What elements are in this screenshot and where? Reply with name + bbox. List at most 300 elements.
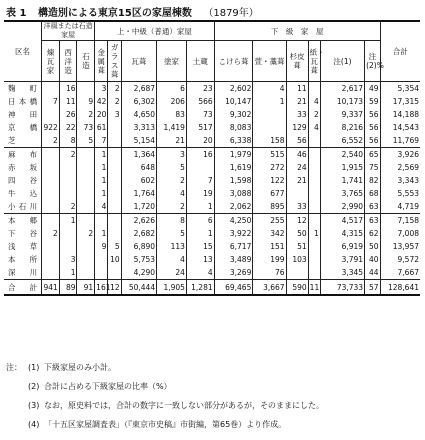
total-cell: 3,667 <box>253 280 286 296</box>
total-cell: 1,281 <box>186 280 214 296</box>
cell <box>42 187 60 200</box>
cell: 4,719 <box>380 200 420 214</box>
table-row <box>4 95 420 108</box>
cell <box>95 253 108 266</box>
cell: 2,682 <box>121 227 156 240</box>
note-text: 下級家屋のみ小計。 <box>44 363 116 372</box>
header-col-13: 注(2)% <box>365 41 380 82</box>
note-line <box>6 415 324 434</box>
note-line <box>6 396 324 415</box>
table-row <box>4 214 420 228</box>
header-col-10: 杉皮葺 <box>286 41 308 82</box>
table-row <box>4 82 420 96</box>
cell: 3 <box>59 253 77 266</box>
housing-table <box>4 20 420 296</box>
cell: 1 <box>186 227 214 240</box>
cell <box>253 108 286 121</box>
header-col-5: 瓦葺 <box>121 41 156 82</box>
cell: 3,791 <box>320 253 364 266</box>
cell: 3,765 <box>320 187 364 200</box>
ward-name: 日本橋 <box>8 97 38 106</box>
cell: 11,769 <box>380 134 420 148</box>
cell <box>95 214 108 228</box>
cell: 2 <box>108 82 121 96</box>
notes <box>6 358 324 434</box>
cell: 1,419 <box>157 121 187 134</box>
cell: 76 <box>253 266 286 280</box>
cell <box>59 227 77 240</box>
cell: 895 <box>253 200 286 214</box>
cell: 4 <box>157 187 187 200</box>
cell: 2 <box>42 227 60 240</box>
cell: 6,338 <box>214 134 253 148</box>
table-row <box>4 134 420 148</box>
cell: 4,650 <box>121 108 156 121</box>
total-cell: 161 <box>95 280 108 296</box>
ward-name: 麴町 <box>8 84 38 93</box>
cell <box>308 174 320 187</box>
cell <box>108 187 121 200</box>
cell: 8,083 <box>214 121 253 134</box>
cell <box>42 108 60 121</box>
cell: 13,957 <box>380 240 420 253</box>
table-row <box>4 148 420 162</box>
cell: 1,619 <box>214 161 253 174</box>
cell: 2 <box>59 148 77 162</box>
header-col-0: 煉瓦家 <box>42 41 60 82</box>
note-label: 注： <box>6 363 22 372</box>
cell <box>77 187 95 200</box>
total-cell: 50,444 <box>121 280 156 296</box>
cell: 6,919 <box>320 240 364 253</box>
header-col-9: 萱・藁葺 <box>253 41 286 82</box>
cell: 272 <box>253 161 286 174</box>
cell: 158 <box>253 134 286 148</box>
header-col-11: 紙・瓦葺 <box>308 41 320 82</box>
cell <box>308 200 320 214</box>
cell: 3,345 <box>320 266 364 280</box>
cell <box>77 240 95 253</box>
cell: 21 <box>157 134 187 148</box>
note-text: 合計に占める下級家屋の比率（%） <box>44 382 172 391</box>
header-col-12: 注(1) <box>320 41 364 82</box>
cell <box>59 240 77 253</box>
cell: 3,313 <box>121 121 156 134</box>
table-title <box>6 4 267 19</box>
ward-name: 芝 <box>4 134 42 148</box>
cell: 7,158 <box>380 214 420 228</box>
cell: 3 <box>95 82 108 96</box>
cell: 56 <box>365 108 380 121</box>
table-row <box>4 227 420 240</box>
total-cell: 941 <box>42 280 60 296</box>
table-row <box>4 253 420 266</box>
cell <box>286 187 308 200</box>
cell: 8 <box>59 134 77 148</box>
cell: 2 <box>108 95 121 108</box>
total-label: 合計 <box>4 280 42 296</box>
cell: 59 <box>365 95 380 108</box>
cell <box>59 187 77 200</box>
table-row <box>4 174 420 187</box>
cell: 16 <box>59 82 77 96</box>
cell: 9 <box>77 95 95 108</box>
cell: 20 <box>95 108 108 121</box>
cell: 42 <box>95 95 108 108</box>
note-number: (2) <box>28 382 40 391</box>
table-row <box>4 121 420 134</box>
header-upper-group: 上・中級（普通）家屋 <box>95 21 214 41</box>
header-col-2: 石造 <box>77 41 95 82</box>
cell: 56 <box>365 121 380 134</box>
cell: 7,008 <box>380 227 420 240</box>
total-cell: 1,905 <box>157 280 187 296</box>
cell: 49 <box>365 82 380 96</box>
header-col-7: 土蔵 <box>186 41 214 82</box>
cell: 56 <box>286 134 308 148</box>
cell: 2 <box>157 174 187 187</box>
cell: 113 <box>157 240 187 253</box>
cell: 2 <box>42 134 60 148</box>
cell: 23 <box>186 82 214 96</box>
cell <box>108 148 121 162</box>
cell: 103 <box>286 253 308 266</box>
cell: 83 <box>157 108 187 121</box>
cell: 3,489 <box>214 253 253 266</box>
cell: 5 <box>77 134 95 148</box>
total-cell: 57 <box>365 280 380 296</box>
cell: 2 <box>77 227 95 240</box>
cell: 3,926 <box>380 148 420 162</box>
cell: 2 <box>308 108 320 121</box>
cell <box>108 227 121 240</box>
note-text: 「十五区家屋調査表」（『東京市史稿』市街編，第65巻）より作成。 <box>44 420 287 429</box>
total-row <box>4 280 420 296</box>
total-cell: 73,733 <box>320 280 364 296</box>
cell: 1,979 <box>214 148 253 162</box>
ward-name: 本所 <box>8 255 38 264</box>
cell: 4,315 <box>320 227 364 240</box>
cell: 199 <box>253 253 286 266</box>
cell: 21 <box>286 95 308 108</box>
cell <box>308 214 320 228</box>
cell <box>77 266 95 280</box>
cell: 62 <box>365 227 380 240</box>
cell: 2,569 <box>380 161 420 174</box>
cell: 2 <box>77 108 95 121</box>
cell: 129 <box>286 121 308 134</box>
cell: 4 <box>253 82 286 96</box>
cell: 1,741 <box>320 174 364 187</box>
cell <box>77 161 95 174</box>
cell <box>42 82 60 96</box>
cell: 6,890 <box>121 240 156 253</box>
cell: 5,753 <box>121 253 156 266</box>
ward-name: 深川 <box>4 266 42 280</box>
cell: 75 <box>365 161 380 174</box>
cell: 14,188 <box>380 108 420 121</box>
header-western-group: 洋風または石造家屋 <box>42 21 95 41</box>
cell <box>59 161 77 174</box>
cell <box>108 174 121 187</box>
cell: 1 <box>186 200 214 214</box>
cell: 4 <box>95 200 108 214</box>
cell: 151 <box>253 240 286 253</box>
table-caption: 構造別による東京15区の家屋棟数 <box>37 8 192 19</box>
total-cell: 12 <box>108 280 121 296</box>
cell <box>108 121 121 134</box>
cell <box>108 200 121 214</box>
cell: 12 <box>286 214 308 228</box>
cell: 6,717 <box>214 240 253 253</box>
cell <box>42 161 60 174</box>
cell: 68 <box>365 187 380 200</box>
cell: 1 <box>95 161 108 174</box>
cell: 6 <box>157 82 187 96</box>
cell: 7,667 <box>380 266 420 280</box>
cell: 1,720 <box>121 200 156 214</box>
cell: 24 <box>286 161 308 174</box>
cell: 7 <box>42 95 60 108</box>
cell <box>108 161 121 174</box>
cell <box>308 134 320 148</box>
table-row <box>4 240 420 253</box>
cell: 922 <box>43 123 58 132</box>
cell <box>42 148 60 162</box>
table-number: 表 1 <box>6 8 27 19</box>
ward-name: 小石川 <box>4 200 42 214</box>
cell <box>42 214 60 228</box>
cell: 1 <box>95 174 108 187</box>
header-total: 合計 <box>380 21 420 82</box>
cell: 10 <box>108 253 121 266</box>
cell <box>286 266 308 280</box>
header-col-3: 金属葺 <box>95 41 108 82</box>
cell: 6 <box>186 214 214 228</box>
cell: 566 <box>186 95 214 108</box>
cell <box>42 266 60 280</box>
cell: 10,173 <box>320 95 364 108</box>
total-cell: 590 <box>286 280 308 296</box>
cell: 4 <box>186 266 214 280</box>
cell: 20 <box>186 134 214 148</box>
cell: 3,088 <box>214 187 253 200</box>
table-year: （1879年） <box>203 8 259 19</box>
ward-name: 京橋 <box>8 123 38 132</box>
cell <box>59 174 77 187</box>
cell: 3,269 <box>214 266 253 280</box>
cell: 2,626 <box>121 214 156 228</box>
header-lower-group: 下 級 家 屋 <box>214 21 380 41</box>
cell: 1,764 <box>121 187 156 200</box>
ward-name: 牛込 <box>8 189 38 198</box>
total-cell: 89 <box>59 280 77 296</box>
ward-name: 麻布 <box>8 150 38 159</box>
cell: 122 <box>253 174 286 187</box>
note-number: (4) <box>28 420 40 429</box>
cell <box>308 253 320 266</box>
cell <box>108 266 121 280</box>
header-ward: 区名 <box>4 21 42 82</box>
cell: 3 <box>108 108 121 121</box>
cell: 24 <box>157 266 187 280</box>
cell: 56 <box>365 134 380 148</box>
cell <box>95 266 108 280</box>
ward-name: 赤坂 <box>8 163 38 172</box>
total-cell: 69,465 <box>214 280 253 296</box>
cell: 1,364 <box>121 148 156 162</box>
cell: 19 <box>186 187 214 200</box>
cell: 1 <box>59 266 77 280</box>
cell: 2,062 <box>214 200 253 214</box>
cell <box>42 200 60 214</box>
cell <box>308 266 320 280</box>
cell: 4 <box>308 95 320 108</box>
cell: 5 <box>157 161 187 174</box>
ward-name: 本郷 <box>8 216 38 225</box>
cell: 82 <box>365 174 380 187</box>
cell: 2,617 <box>320 82 364 96</box>
note-number: (1) <box>28 363 40 372</box>
header-col-1: 西洋造 <box>59 41 77 82</box>
cell: 602 <box>121 174 156 187</box>
cell <box>42 253 60 266</box>
cell: 1 <box>59 214 77 228</box>
cell: 61 <box>95 121 108 134</box>
cell: 9,337 <box>320 108 364 121</box>
cell: 4,517 <box>320 214 364 228</box>
cell: 11 <box>59 95 77 108</box>
cell <box>308 82 320 96</box>
total-cell: 128,641 <box>380 280 420 296</box>
cell: 9,302 <box>214 108 253 121</box>
cell: 9 <box>95 240 108 253</box>
cell: 255 <box>253 214 286 228</box>
cell: 5,354 <box>380 82 420 96</box>
table-row <box>4 200 420 214</box>
cell <box>308 148 320 162</box>
cell: 6,552 <box>320 134 364 148</box>
cell: 1 <box>95 227 108 240</box>
cell: 677 <box>253 187 286 200</box>
cell: 9,572 <box>380 253 420 266</box>
cell: 22 <box>59 121 77 134</box>
cell: 1 <box>95 187 108 200</box>
total-cell: 11 <box>308 280 320 296</box>
ward-name: 下谷 <box>8 229 38 238</box>
cell: 65 <box>365 148 380 162</box>
cell: 3,343 <box>380 174 420 187</box>
cell: 15 <box>186 240 214 253</box>
cell: 16 <box>186 148 214 162</box>
cell: 17,315 <box>380 95 420 108</box>
cell: 33 <box>286 108 308 121</box>
cell <box>77 253 95 266</box>
cell: 1,915 <box>320 161 364 174</box>
cell: 5,154 <box>121 134 156 148</box>
cell: 8 <box>157 214 187 228</box>
cell <box>77 200 95 214</box>
cell: 73 <box>77 121 95 134</box>
cell: 63 <box>365 214 380 228</box>
ward-name: 浅草 <box>8 242 38 251</box>
cell: 5 <box>108 240 121 253</box>
cell <box>186 161 214 174</box>
cell: 648 <box>121 161 156 174</box>
cell: 7 <box>95 134 108 148</box>
cell: 2,540 <box>320 148 364 162</box>
cell: 6,302 <box>121 95 156 108</box>
cell: 40 <box>365 253 380 266</box>
cell: 517 <box>186 121 214 134</box>
cell: 2,687 <box>121 82 156 96</box>
note-number: (3) <box>28 401 40 410</box>
cell: 21 <box>286 174 308 187</box>
cell: 11 <box>286 82 308 96</box>
cell: 33 <box>286 200 308 214</box>
cell: 5,553 <box>380 187 420 200</box>
cell: 4 <box>308 121 320 134</box>
header-col-4: ガラス葺 <box>108 41 121 82</box>
cell <box>77 82 95 96</box>
cell: 4 <box>157 253 187 266</box>
note-text: なお，原史料では，合計の数字に一致しない部分があるが，そのままにした。 <box>44 401 324 410</box>
cell: 2,602 <box>214 82 253 96</box>
table-row <box>4 187 420 200</box>
cell: 63 <box>365 200 380 214</box>
cell: 1 <box>95 148 108 162</box>
cell <box>308 187 320 200</box>
cell <box>77 214 95 228</box>
cell: 7 <box>186 174 214 187</box>
cell: 2 <box>59 200 77 214</box>
cell <box>108 134 121 148</box>
table-row <box>4 161 420 174</box>
cell: 44 <box>365 266 380 280</box>
cell: 1 <box>308 227 320 240</box>
cell <box>77 174 95 187</box>
cell: 2,990 <box>320 200 364 214</box>
cell <box>308 240 320 253</box>
table-row <box>4 266 420 280</box>
note-line <box>6 377 324 396</box>
cell <box>77 148 95 162</box>
table-row <box>4 108 420 121</box>
cell: 4,290 <box>121 266 156 280</box>
cell <box>253 121 286 134</box>
cell: 206 <box>157 95 187 108</box>
cell <box>42 174 60 187</box>
cell: 10,147 <box>214 95 253 108</box>
cell: 4,250 <box>214 214 253 228</box>
ward-name: 四谷 <box>8 176 38 185</box>
cell: 515 <box>253 148 286 162</box>
cell: 2 <box>157 200 187 214</box>
cell: 14,543 <box>380 121 420 134</box>
total-cell: 91 <box>77 280 95 296</box>
cell: 3 <box>157 148 187 162</box>
header-col-6: 塗家 <box>157 41 187 82</box>
cell <box>308 161 320 174</box>
cell: 26 <box>59 108 77 121</box>
cell: 50 <box>365 240 380 253</box>
cell: 13 <box>186 253 214 266</box>
cell: 50 <box>286 227 308 240</box>
cell: 342 <box>253 227 286 240</box>
header-col-8: こけら葺 <box>214 41 253 82</box>
cell: 5 <box>157 227 187 240</box>
cell: 3,922 <box>214 227 253 240</box>
